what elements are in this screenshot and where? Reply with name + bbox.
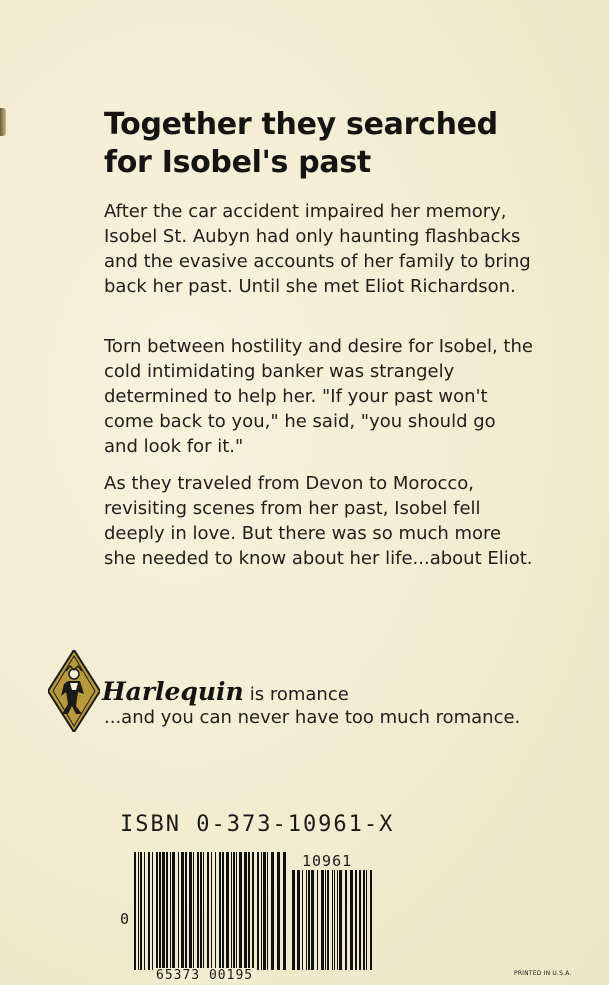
page-edge-mark bbox=[0, 108, 6, 136]
headline: Together they searched for Isobel's past bbox=[104, 107, 498, 180]
barcode-main-icon bbox=[134, 852, 286, 970]
blurb-paragraph-3: As they traveled from Devon to Morocco, revisiting scenes from her past, Isobel fell deeply in love. But there was so much more she needed to know about her life...about Eliot. bbox=[104, 473, 533, 569]
harlequin-logo-icon bbox=[48, 650, 100, 732]
brand-line bbox=[102, 677, 349, 706]
blurb-paragraph-1: After the car accident impaired her memory, Isobel St. Aubyn had only haunting flashbacks and the evasive accounts of her family to bring back her past. Until she met Eliot Richardson. bbox=[104, 201, 531, 297]
barcode-lead-digit: 0 bbox=[120, 910, 130, 928]
printed-in-label: PRINTED IN U.S.A. bbox=[514, 970, 572, 977]
barcode-addon-icon bbox=[292, 870, 372, 970]
isbn-number: ISBN 0-373-10961-X bbox=[120, 812, 395, 837]
barcode-addon-digits: 10961 bbox=[302, 852, 353, 870]
blurb-paragraph-2: Torn between hostility and desire for Isobel, the cold intimidating banker was strangely determined to help her. "If your past won't come back to you," he said, "you should go and look for it." bbox=[104, 336, 533, 457]
brand-name: Harlequin bbox=[102, 677, 244, 706]
barcode-main-digits: 65373 00195 bbox=[156, 968, 254, 983]
brand-tagline: ...and you can never have too much romance. bbox=[104, 707, 521, 728]
brand-slogan: is romance bbox=[249, 684, 349, 705]
